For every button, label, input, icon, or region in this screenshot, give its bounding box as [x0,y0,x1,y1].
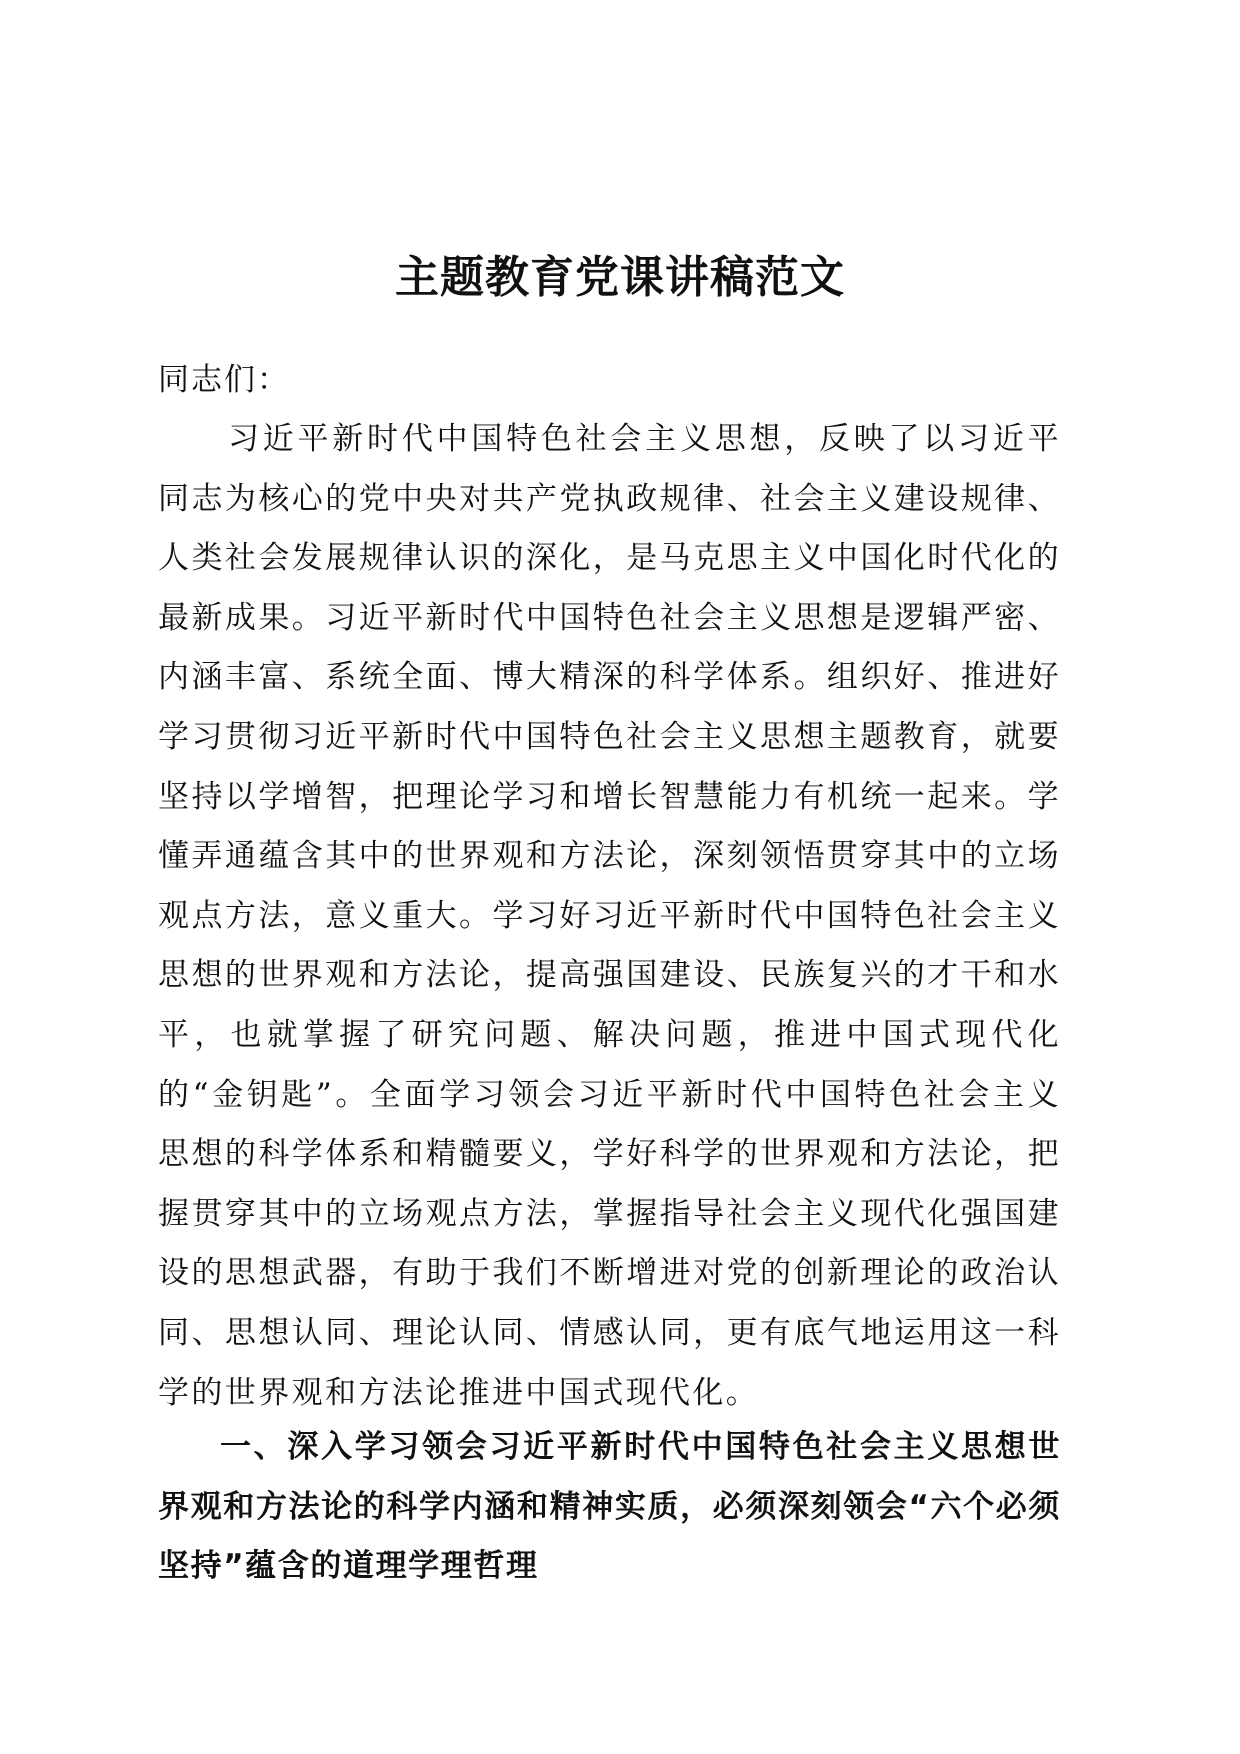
body-paragraph: 习近平新时代中国特色社会主义思想，反映了以习近平同志为核心的党中央对共产党执政规律、社会主义建设规律、人类社会发展规律认识的深化，是马克思主义中国化时代化的最新成果。习近平新时代中国特色社会主义思想是逻辑严密、内涵丰富、系统全面、博大精深的科学体系。组织好、推进好学习贯彻习近平新时代中国特色社会主义思想主题教育，就要坚持以学增智，把理论学习和增长智慧能力有机统一起来。学懂弄通蕴含其中的世界观和方法论，深刻领悟贯穿其中的立场观点方法，意义重大。学习好习近平新时代中国特色社会主义思想的世界观和方法论，提高强国建设、民族复兴的才干和水平，也就掌握了研究问题、解决问题，推进中国式现代化的“金钥匙”。全面学习领会习近平新时代中国特色社会主义思想的科学体系和精髓要义，学好科学的世界观和方法论，把握贯穿其中的立场观点方法，掌握指导社会主义现代化强国建设的思想武器，有助于我们不断增进对党的创新理论的政治认同、思想认同、理论认同、情感认同，更有底气地运用这一科学的世界观和方法论推进中国式现代化。 [158,421,1061,1411]
salutation: 同志们： [158,362,290,398]
section-heading: 一、深入学习领会习近平新时代中国特色社会主义思想世界观和方法论的科学内涵和精神实质，必须深刻领会“六个必须坚持”蕴含的道理学理哲理 [158,1429,1061,1585]
document-title: 主题教育党课讲稿范文 [395,252,845,303]
